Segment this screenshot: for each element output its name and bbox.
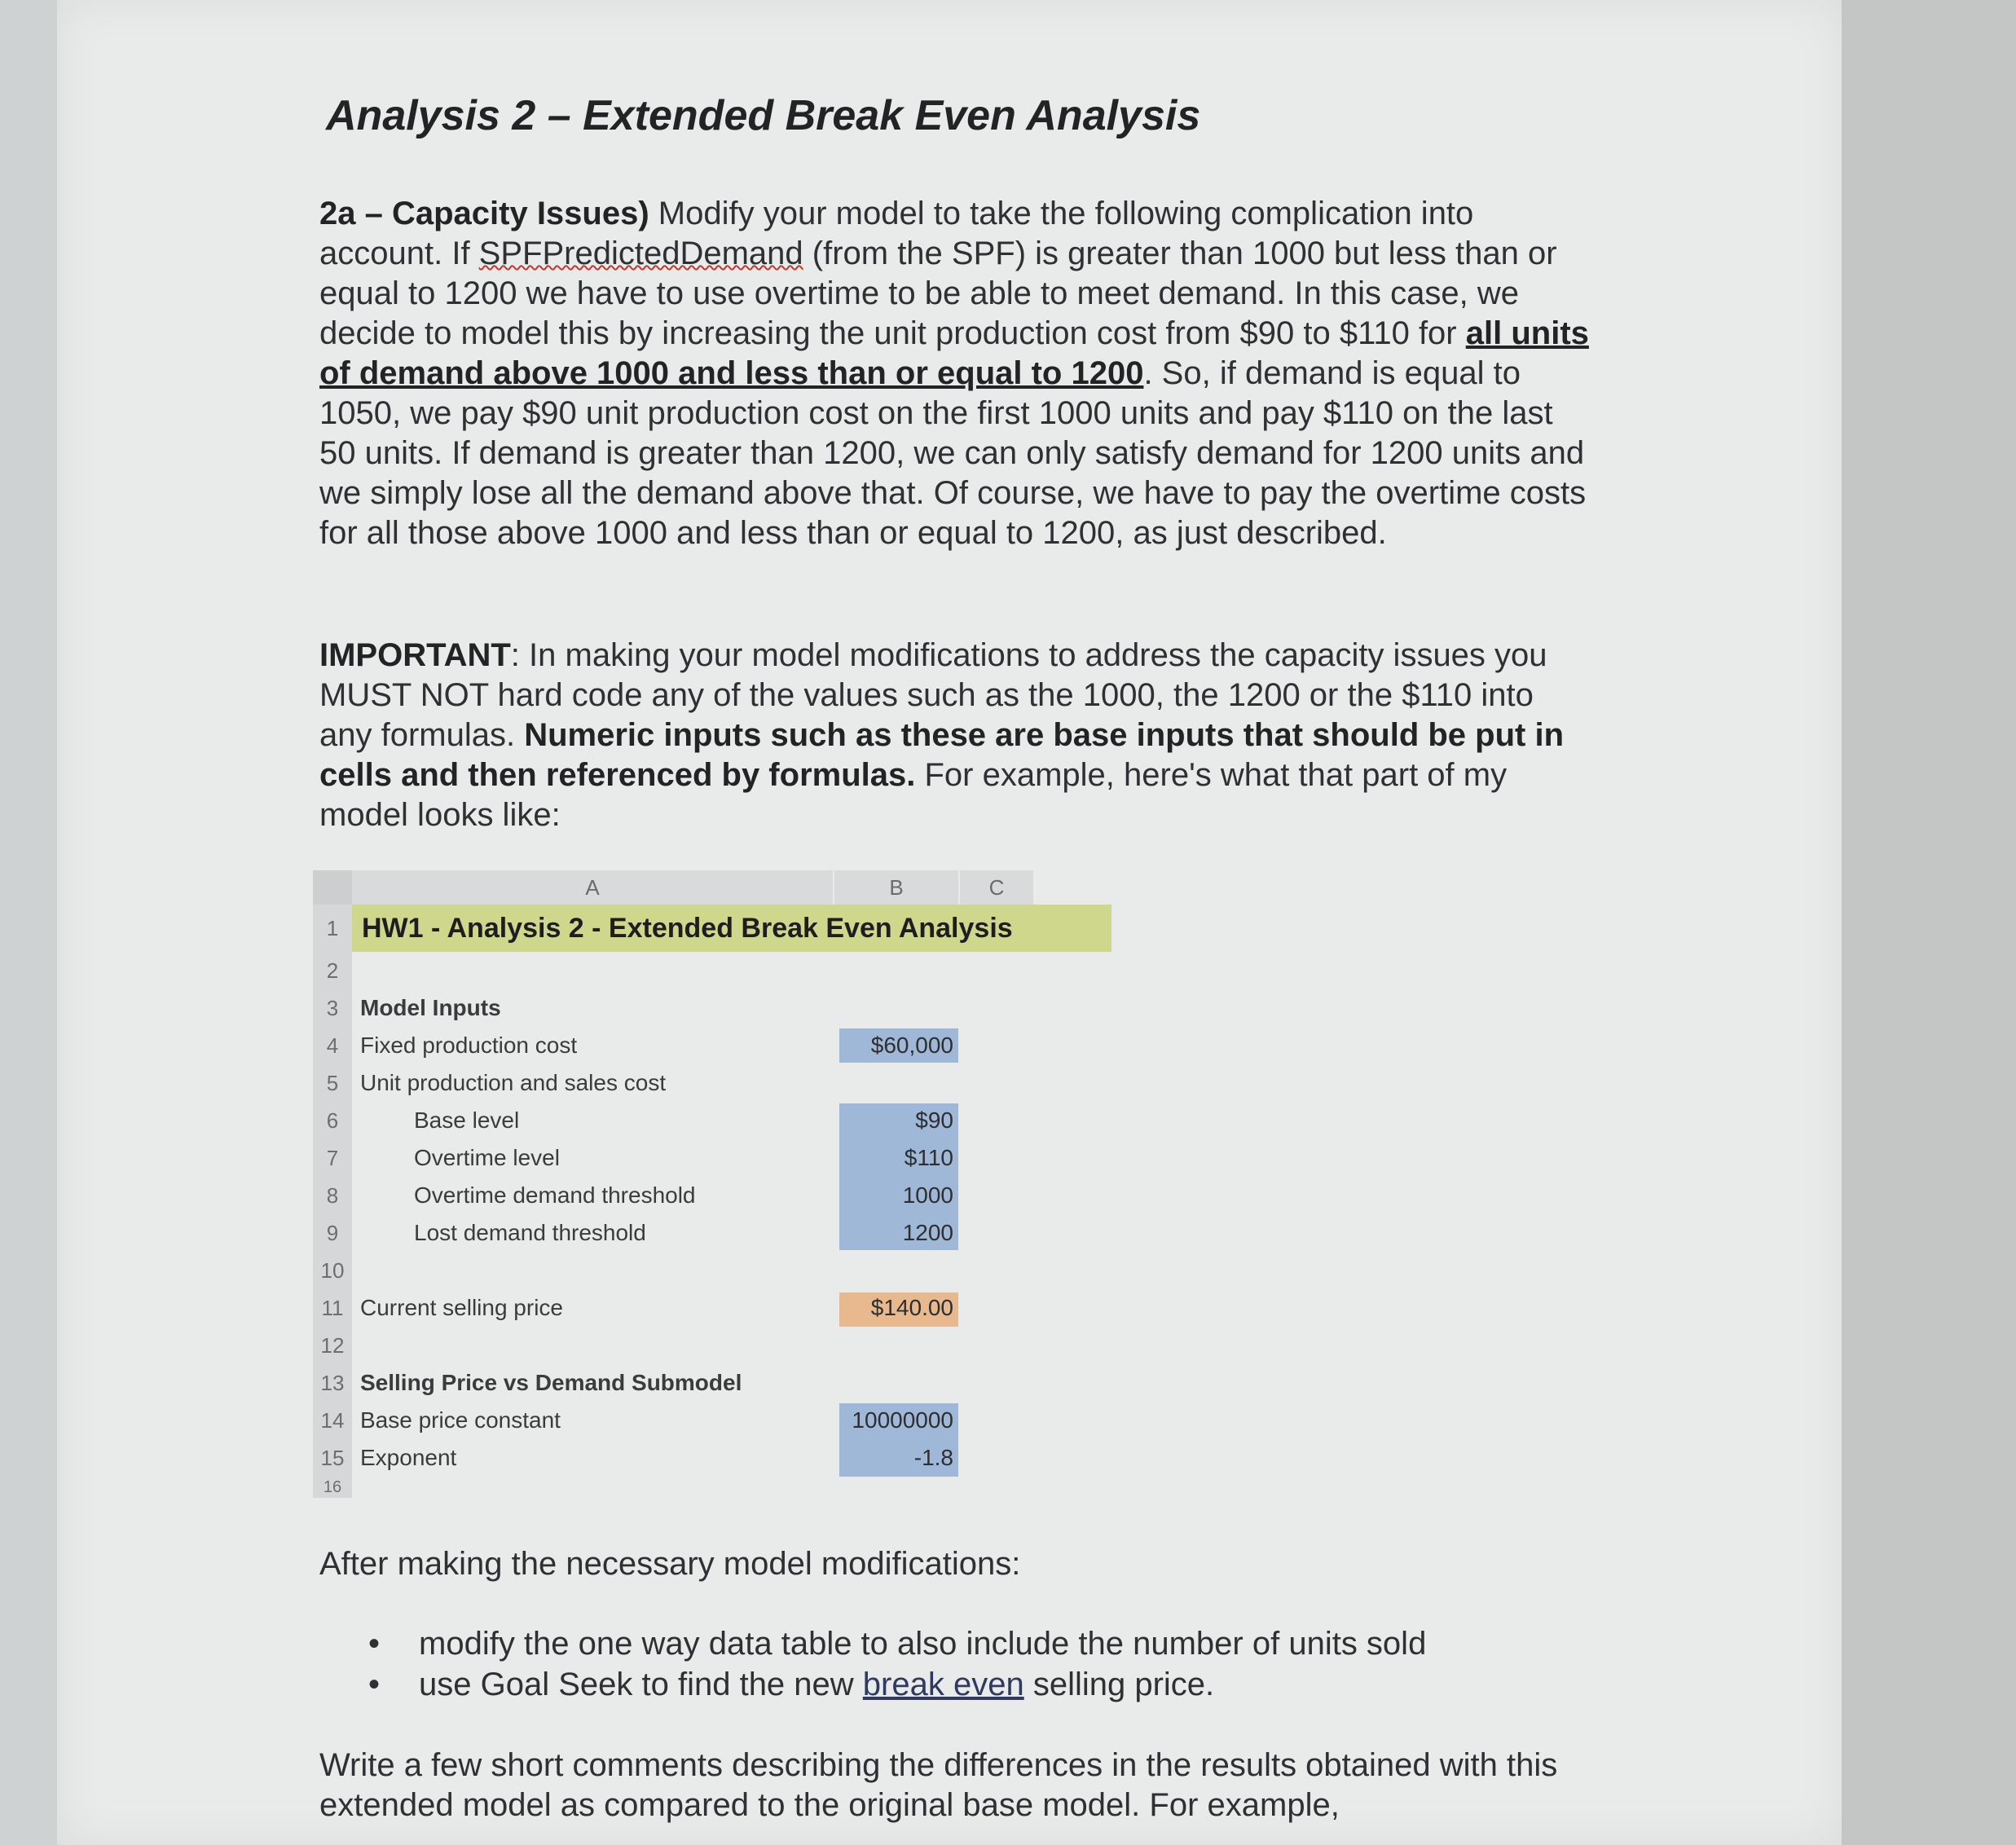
overtime-threshold-value: 1000 bbox=[902, 1182, 953, 1208]
bullet-icon: • bbox=[368, 1626, 381, 1662]
important-paragraph bbox=[319, 636, 1591, 835]
exponent-label: Exponent bbox=[360, 1445, 457, 1470]
para2-bold-text: Numeric inputs such as these are base inputs that should be put in cells and then referenced by formulas. bbox=[319, 717, 1564, 793]
unit-cost-label: Unit production and sales cost bbox=[360, 1070, 667, 1095]
model-inputs-label: Model Inputs bbox=[360, 995, 501, 1020]
para1-text-3: . So, if demand is equal to 1050, we pay $90 unit production cost on the first 1000 units and pay $110 on the last 50 units. If demand is greater than 1200, we can only satisfy demand for 1200 units and we simply lose all the demand above that. Of course, we have to pay the overtime costs for all those above 1000 and less than or equal to 1200, as just described. bbox=[319, 355, 1587, 551]
row-number: 5 bbox=[313, 1064, 352, 1102]
column-header-b: B bbox=[834, 870, 958, 905]
task-list bbox=[368, 1623, 1591, 1705]
fixed-cost-label: Fixed production cost bbox=[360, 1033, 578, 1058]
row-number: 2 bbox=[313, 952, 352, 989]
list-item bbox=[368, 1664, 1591, 1705]
spreadsheet-image bbox=[313, 870, 1111, 1498]
para2-text-1: : In making your model modifications to address the capacity issues you MUST NOT hard code any of the values such as the 1000, the 1200 or the $110 into any formulas. bbox=[319, 637, 1547, 753]
comments-paragraph: Write a few short comments describing the differences in the results obtained with this extended model as compared to the original base model. For example, bbox=[319, 1747, 1558, 1823]
row-number: 9 bbox=[313, 1214, 352, 1252]
para2-text-2: For example, here's what that part of my model looks like: bbox=[319, 757, 1508, 833]
list-item bbox=[368, 1623, 1591, 1664]
row-number: 15 bbox=[313, 1439, 352, 1477]
base-price-value: 10000000 bbox=[852, 1407, 953, 1433]
overtime-level-value: $110 bbox=[904, 1145, 953, 1170]
sheet-title: HW1 - Analysis 2 - Extended Break Even Analysis bbox=[362, 913, 1013, 944]
row-number: 10 bbox=[313, 1252, 352, 1289]
submodel-label: Selling Price vs Demand Submodel bbox=[360, 1370, 742, 1395]
capacity-issues-heading: 2a – Capacity Issues) bbox=[319, 196, 649, 231]
bullet-icon: • bbox=[368, 1667, 381, 1702]
row-number: 4 bbox=[313, 1027, 352, 1064]
row-number: 8 bbox=[313, 1177, 352, 1214]
selling-price-value: $140.00 bbox=[870, 1295, 953, 1320]
misspelled-word: SPFPredictedDemand bbox=[478, 236, 803, 271]
row-number: 16 bbox=[313, 1477, 352, 1498]
para1-text-2: (from the SPF) is greater than 1000 but less than or equal to 1200 we have to use overtime to be able to meet demand. In this case, we decide to model this by increasing the unit production cost from $90 to $110 for bbox=[319, 236, 1557, 351]
row-number: 13 bbox=[313, 1364, 352, 1402]
sheet-corner bbox=[313, 870, 352, 905]
bullet-text: use Goal Seek to find the new bbox=[419, 1667, 863, 1702]
row-number: 6 bbox=[313, 1102, 352, 1139]
right-margin bbox=[1842, 0, 2016, 1845]
row-number: 12 bbox=[313, 1327, 352, 1364]
row-number: 3 bbox=[313, 989, 352, 1027]
section-title: Analysis 2 – Extended Break Even Analysis bbox=[326, 92, 1201, 139]
column-header-c: C bbox=[960, 870, 1033, 905]
important-label: IMPORTANT bbox=[319, 637, 511, 673]
base-level-label: Base level bbox=[414, 1107, 520, 1133]
row-number: 1 bbox=[313, 905, 352, 952]
bullet-text: modify the one way data table to also include the number of units sold bbox=[419, 1626, 1427, 1662]
column-header-a: A bbox=[352, 870, 833, 905]
row-number: 7 bbox=[313, 1139, 352, 1177]
row-number: 14 bbox=[313, 1402, 352, 1439]
fixed-cost-value: $60,000 bbox=[870, 1033, 953, 1058]
lost-threshold-value: 1200 bbox=[902, 1220, 953, 1245]
row-number: 11 bbox=[313, 1289, 352, 1327]
overtime-threshold-label: Overtime demand threshold bbox=[414, 1182, 696, 1208]
bullet-text: selling price. bbox=[1023, 1667, 1215, 1702]
lost-threshold-label: Lost demand threshold bbox=[414, 1220, 646, 1245]
selling-price-label: Current selling price bbox=[360, 1295, 563, 1320]
para1-text-1: Modify your model to take the following complication into account. If bbox=[319, 196, 1474, 271]
base-price-label: Base price constant bbox=[360, 1407, 561, 1433]
overtime-level-label: Overtime level bbox=[414, 1145, 560, 1170]
after-modifications-paragraph: After making the necessary model modifications: bbox=[319, 1546, 1021, 1582]
capacity-issues-paragraph bbox=[319, 194, 1591, 553]
break-even-link[interactable]: break even bbox=[862, 1667, 1024, 1702]
base-level-value: $90 bbox=[915, 1107, 953, 1133]
underlined-emphasis: all units of demand above 1000 and less than or equal to 1200 bbox=[319, 315, 1589, 391]
exponent-value: -1.8 bbox=[913, 1445, 953, 1470]
